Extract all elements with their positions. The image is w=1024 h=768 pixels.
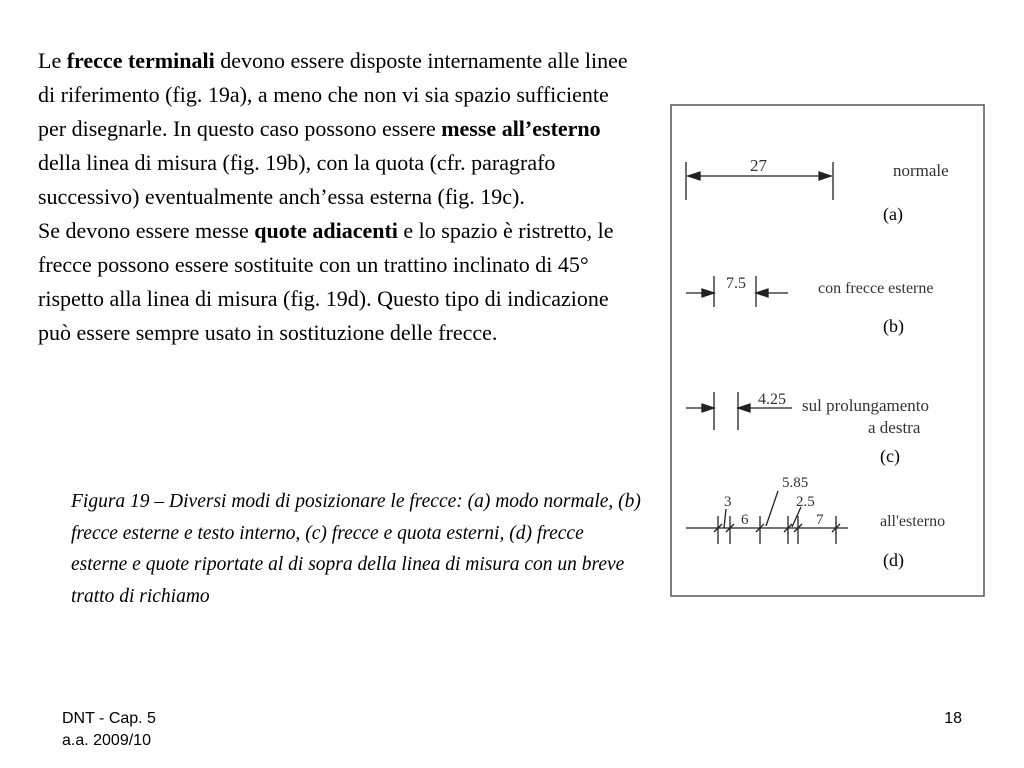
footer-course: DNT - Cap. 5 — [62, 710, 156, 727]
label-a: (a) — [883, 204, 903, 224]
label-c: (c) — [880, 446, 900, 466]
dim-d-3: 5.85 — [782, 475, 809, 491]
dim-d-4: 2.5 — [796, 494, 815, 510]
page-number: 18 — [944, 710, 962, 727]
paragraph-1 — [38, 44, 638, 214]
dim-c: 4.25 — [758, 391, 786, 408]
dim-d-2: 6 — [741, 512, 749, 528]
text-run: devono essere disposte internamente alle linee di riferimento (fig. 19a), a meno che non vi sia spazio sufficiente per disegnarle. In questo caso possono essere — [38, 48, 628, 141]
desc-c-line1: sul prolungamento — [802, 396, 930, 415]
main-text — [38, 44, 638, 350]
dim-b: 7.5 — [726, 275, 746, 292]
desc-b: con frecce esterne — [818, 280, 934, 297]
text-run: Le — [38, 48, 67, 73]
footer-year: a.a. 2009/10 — [62, 732, 151, 749]
text-run: e lo spazio è ristretto, le frecce possono essere sostituite con un trattino inclinato di 45° rispetto alla linea di misura (fig. 19d). Questo tipo di indicazione può essere sempre usato in sostituzione delle frecce. — [38, 218, 614, 345]
figure-19 — [670, 104, 986, 598]
desc-c-line2: a destra — [868, 418, 921, 437]
desc-d: all'esterno — [880, 513, 946, 530]
desc-a: normale — [893, 161, 949, 180]
dim-a: 27 — [750, 156, 767, 175]
text-run: Se devono essere messe — [38, 218, 255, 243]
paragraph-2 — [38, 214, 638, 350]
footer-course-info — [62, 708, 156, 752]
label-d: (d) — [883, 550, 904, 570]
bold-term: quote adiacenti — [254, 218, 398, 243]
figure-caption: Figura 19 – Diversi modi di posizionare le frecce: (a) modo normale, (b) frecce esterne e testo interno, (c) frecce e quota esterni, (d) frecce esterne e quote riportate al di sopra della linea di misura con un breve tratto di richiamo — [71, 491, 641, 607]
label-b: (b) — [883, 316, 904, 336]
text-run: della linea di misura (fig. 19b), con la quota (cfr. paragrafo successivo) eventualmente anch’essa esterna (fig. 19c). — [38, 150, 556, 209]
bold-term: messe all’esterno — [441, 116, 601, 141]
bold-term: frecce terminali — [66, 48, 215, 73]
dim-d-5: 7 — [816, 512, 824, 528]
dim-d-1: 3 — [724, 494, 732, 510]
figure-19-drawing — [670, 104, 986, 598]
